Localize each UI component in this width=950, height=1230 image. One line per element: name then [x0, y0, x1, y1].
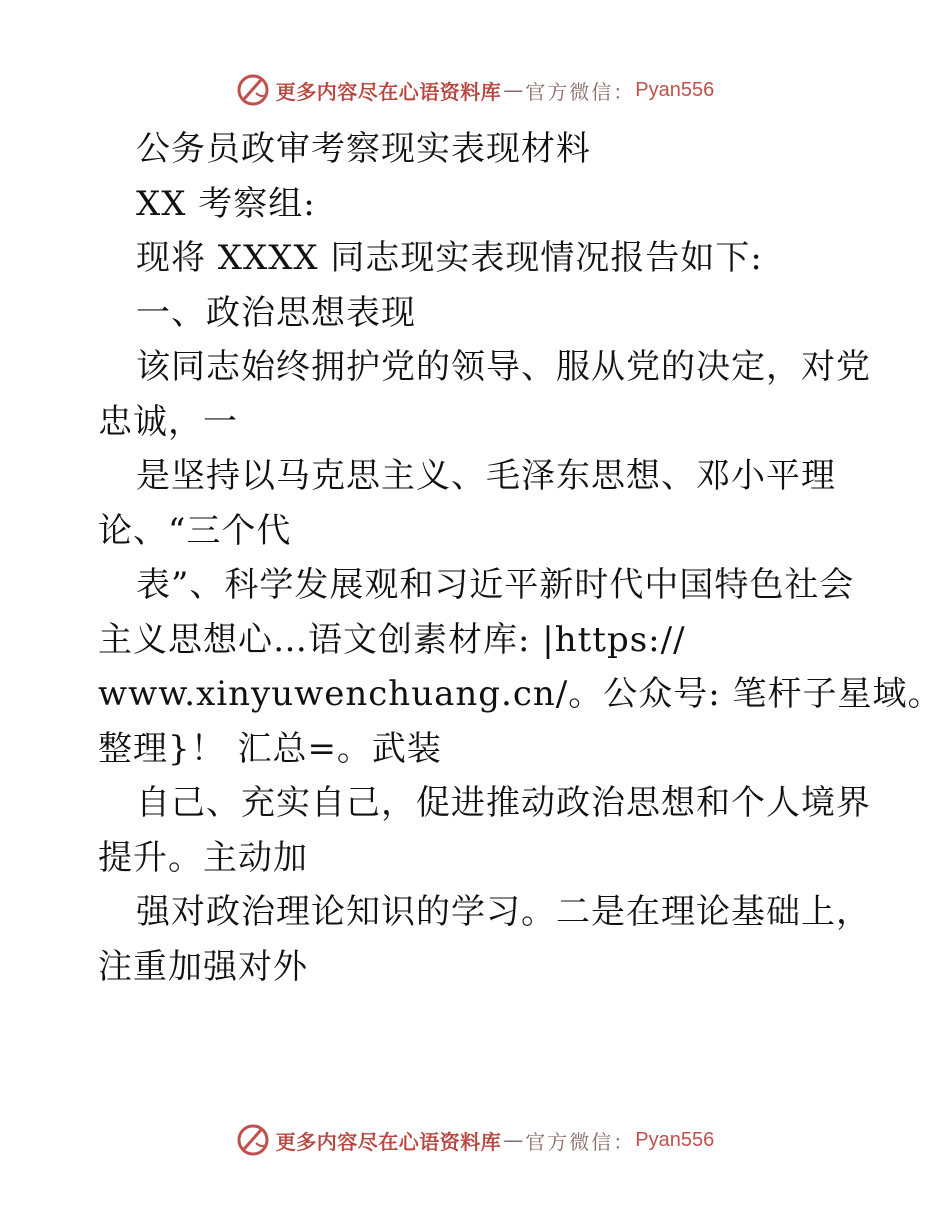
paragraph-line: 是坚持以马克思主义、毛泽东思想、邓小平理: [136, 456, 836, 496]
document-body: [98, 122, 943, 994]
paragraph-line: 整理}！ 汇总=。武装: [98, 728, 442, 769]
official-label: 官方微信：: [525, 1129, 636, 1154]
brand-text: 更多内容尽在心语资料库: [275, 1129, 502, 1154]
paragraph-line: 强对政治理论知识的学习。二是在理论基础上，: [136, 892, 871, 932]
document-title: 公务员政审考察现实表现材料: [136, 129, 591, 169]
brand-text: 更多内容尽在心语资料库: [275, 79, 502, 104]
paragraph-line: 主义思想心…语文创素材库: |https://: [98, 619, 686, 660]
paragraph-line: 该同志始终拥护党的领导、服从党的决定，对党: [136, 347, 871, 387]
brand-separator: —: [503, 78, 524, 102]
paragraph-line: 自己、充实自己，促进推动政治思想和个人境界: [136, 783, 871, 823]
paragraph-line: 提升。主动加: [98, 837, 308, 878]
paragraph-line: www.xinyuwenchuang.cn/。公众号: 笔杆子星域。: [98, 674, 943, 714]
wechat-id: Pyan556: [635, 78, 715, 101]
wechat-id: Pyan556: [635, 1128, 715, 1151]
brand-seal-icon: [236, 1123, 270, 1157]
paragraph-line: 忠诚，一: [98, 401, 238, 442]
header-watermark: [0, 70, 950, 110]
brand-separator: —: [503, 1128, 524, 1152]
paragraph-line: 注重加强对外: [98, 946, 308, 987]
footer-watermark: [0, 1120, 950, 1160]
brand-seal-icon: [236, 73, 270, 107]
addressee: XX 考察组:: [136, 183, 316, 224]
section-heading: 一、政治思想表现: [136, 292, 416, 333]
official-label: 官方微信：: [525, 79, 636, 104]
report-intro: 现将 XXXX 同志现实表现情况报告如下:: [136, 238, 763, 278]
paragraph-line: 表”、科学发展观和习近平新时代中国特色社会: [136, 565, 855, 605]
paragraph-line: 论、“三个代: [98, 510, 292, 551]
